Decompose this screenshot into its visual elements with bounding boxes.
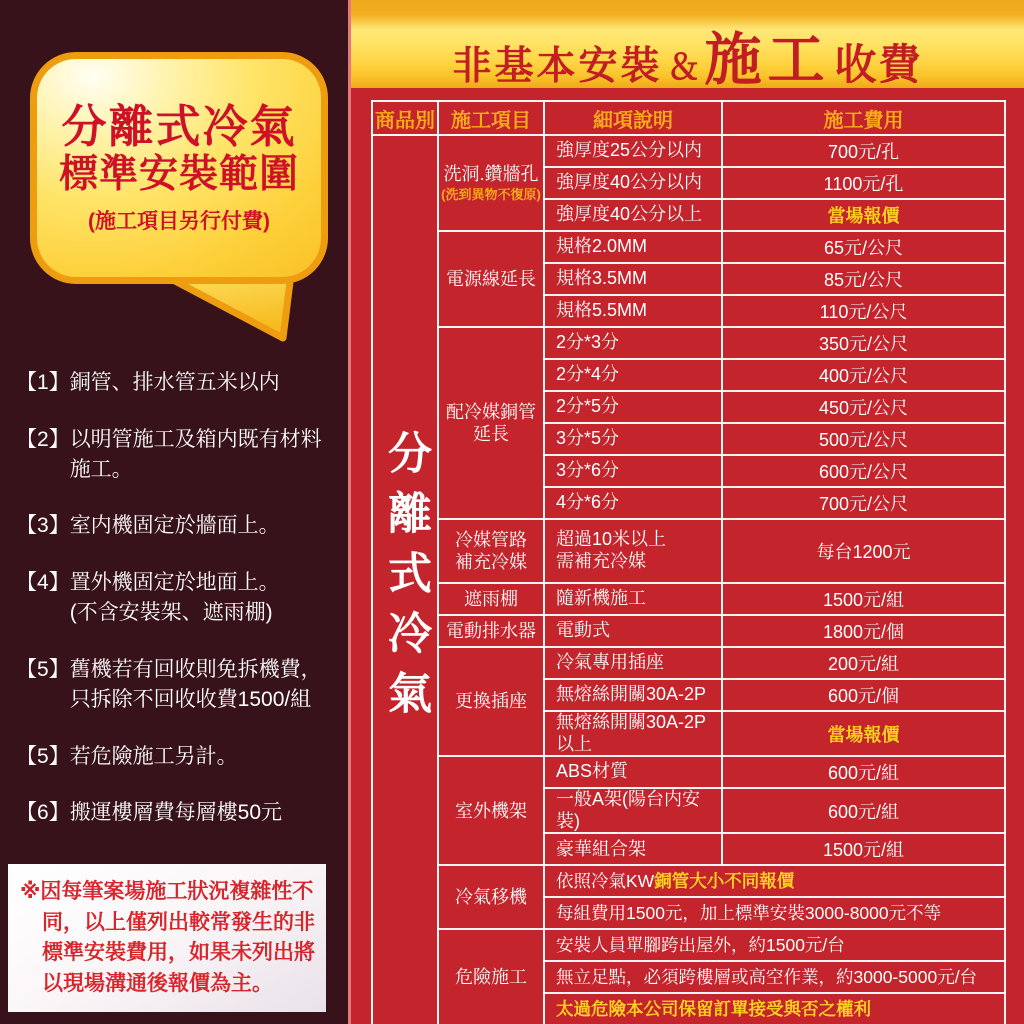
detail-cell bbox=[544, 865, 1005, 897]
table-row bbox=[372, 327, 1005, 359]
bubble-subtitle: (施工項目另行付費) bbox=[88, 210, 270, 234]
table-row bbox=[372, 135, 1005, 167]
column-header: 商品別 bbox=[372, 101, 438, 135]
detail-cell: 豪華組合架 bbox=[544, 833, 722, 865]
left-panel bbox=[0, 0, 348, 1024]
list-item-text: 舊機若有回收則免拆機費， 只拆除不回收收費1500/組 bbox=[69, 657, 322, 711]
fee-cell: 1500元/組 bbox=[722, 833, 1005, 865]
work-item-subnote: (洗到異物不復原) bbox=[441, 186, 541, 202]
detail-cell: 2分*5分 bbox=[544, 391, 722, 423]
detail-cell: 強厚度40公分以内 bbox=[544, 167, 722, 199]
detail-cell: 安裝人員單腳跨出屋外，約1500元/台 bbox=[544, 929, 1005, 961]
detail-cell: 一般A架(陽台内安裝) bbox=[544, 788, 722, 833]
detail-cell: 冷氣專用插座 bbox=[544, 647, 722, 679]
table-header-row bbox=[372, 101, 1005, 135]
detail-cell: 太過危險本公司保留訂單接受與否之權利 bbox=[544, 993, 1005, 1024]
list-item-number: 【3】 bbox=[16, 514, 70, 538]
list-item-text: 銅管、排水管五米以内 bbox=[69, 371, 280, 394]
work-item-cell: 電源線延長 bbox=[438, 231, 544, 327]
fee-cell: 450元/公尺 bbox=[722, 391, 1005, 423]
speech-bubble bbox=[30, 52, 328, 284]
fee-cell: 400元/公尺 bbox=[722, 359, 1005, 391]
table-row bbox=[372, 519, 1005, 583]
detail-cell: 強厚度25公分以内 bbox=[544, 135, 722, 167]
work-item-cell: 冷媒管路 補充冷媒 bbox=[438, 519, 544, 583]
detail-cell: 無熔絲開關30A-2P以上 bbox=[544, 711, 722, 756]
right-panel bbox=[348, 0, 1024, 1024]
detail-cell: 強厚度40公分以上 bbox=[544, 199, 722, 231]
list-item-text: 若危險施工另計。 bbox=[69, 744, 238, 768]
fee-cell: 600元/組 bbox=[722, 756, 1005, 788]
detail-cell: 規格5.5MM bbox=[544, 295, 722, 327]
table-row bbox=[372, 583, 1005, 615]
table-row bbox=[372, 647, 1005, 679]
detail-cell: 規格2.0MM bbox=[544, 231, 722, 263]
banner bbox=[351, 0, 1024, 92]
table-row bbox=[372, 756, 1005, 788]
column-header: 細項說明 bbox=[544, 101, 722, 135]
column-header: 施工費用 bbox=[722, 101, 1005, 135]
work-item-cell: 洗洞.鑽牆孔 (洗到異物不復原) bbox=[438, 135, 544, 231]
list-item-text: 以明管施工及箱内既有材料 施工。 bbox=[69, 427, 322, 481]
list-item bbox=[16, 798, 340, 828]
list-item-number: 【5】 bbox=[16, 657, 70, 681]
detail-cell: 超過10米以上 需補充冷媒 bbox=[544, 519, 722, 583]
work-item-cell: 配冷媒銅管 延長 bbox=[438, 327, 544, 519]
fee-cell: 1500元/組 bbox=[722, 583, 1005, 615]
detail-cell: 隨新機施工 bbox=[544, 583, 722, 615]
list-item bbox=[16, 425, 340, 485]
speech-bubble-area bbox=[0, 0, 348, 350]
table-row bbox=[372, 929, 1005, 961]
fee-cell: 1800元/個 bbox=[722, 615, 1005, 647]
work-item-cell: 冷氣移機 bbox=[438, 865, 544, 929]
banner-ampersand: ＆ bbox=[666, 49, 701, 87]
list-item-number: 【2】 bbox=[16, 427, 70, 451]
list-item-number: 【1】 bbox=[16, 371, 70, 394]
fee-cell: 500元/公尺 bbox=[722, 423, 1005, 455]
product-name-vertical: 分離式冷氣 bbox=[381, 430, 430, 731]
detail-cell: 規格3.5MM bbox=[544, 263, 722, 295]
list-item bbox=[16, 511, 340, 541]
detail-cell: 電動式 bbox=[544, 615, 722, 647]
list-item-text: 置外機固定於地面上。 (不含安裝架、遮雨棚) bbox=[69, 571, 280, 625]
list-item-text: 搬運樓層費每層樓50元 bbox=[69, 801, 283, 825]
detail-cell: 3分*6分 bbox=[544, 455, 722, 487]
list-item-number: 【4】 bbox=[16, 571, 70, 595]
detail-highlight-text: 銅管大小不同報價 bbox=[654, 870, 795, 891]
list-item bbox=[16, 568, 340, 628]
detail-cell: 2分*3分 bbox=[544, 327, 722, 359]
work-item-cell: 電動排水器 bbox=[438, 615, 544, 647]
fee-cell: 600元/公尺 bbox=[722, 455, 1005, 487]
installation-fee-table bbox=[371, 100, 1006, 1024]
table-row bbox=[372, 615, 1005, 647]
list-item-number: 【5】 bbox=[16, 744, 70, 768]
banner-text-part1: 非基本安裝 bbox=[452, 45, 663, 88]
fee-cell: 65元/公尺 bbox=[722, 231, 1005, 263]
detail-cell: 4分*6分 bbox=[544, 487, 722, 519]
work-item-cell: 室外機架 bbox=[438, 756, 544, 865]
list-item bbox=[16, 368, 340, 398]
fee-cell: 350元/公尺 bbox=[722, 327, 1005, 359]
fee-cell: 當場報價 bbox=[722, 199, 1005, 231]
disclaimer-note-text: ※因每筆案場施工狀況複雜性不同，以上僅列出較常發生的非標準安裝費用，如果未列出將以現場溝通後報價為主。 bbox=[20, 880, 315, 995]
bubble-title-line1: 分離式冷氣 bbox=[61, 100, 297, 152]
fee-cell: 每台1200元 bbox=[722, 519, 1005, 583]
fee-cell: 1100元/孔 bbox=[722, 167, 1005, 199]
fee-cell: 85元/公尺 bbox=[722, 263, 1005, 295]
fee-cell: 110元/公尺 bbox=[722, 295, 1005, 327]
detail-cell: 無立足點，必須跨樓層或高空作業，約3000-5000元/台 bbox=[544, 961, 1005, 993]
fee-table-zone bbox=[351, 88, 1024, 1024]
list-item bbox=[16, 742, 340, 772]
disclaimer-note-box bbox=[8, 864, 326, 1012]
work-item-cell: 遮雨棚 bbox=[438, 583, 544, 615]
list-item-text: 室内機固定於牆面上。 bbox=[69, 514, 280, 538]
fee-cell: 600元/組 bbox=[722, 788, 1005, 833]
detail-cell: 2分*4分 bbox=[544, 359, 722, 391]
banner-text-part2: 施工 bbox=[704, 28, 831, 92]
detail-cell: 無熔絲開關30A-2P bbox=[544, 679, 722, 711]
bubble-title-line2: 標準安裝範圍 bbox=[58, 153, 299, 197]
fee-cell: 600元/個 bbox=[722, 679, 1005, 711]
list-item-number: 【6】 bbox=[16, 801, 70, 825]
list-item bbox=[16, 655, 340, 715]
work-item-cell: 更換插座 bbox=[438, 647, 544, 756]
table-row bbox=[372, 865, 1005, 897]
fee-cell: 700元/孔 bbox=[722, 135, 1005, 167]
fee-cell: 200元/組 bbox=[722, 647, 1005, 679]
detail-cell: 每組費用1500元，加上標準安裝3000-8000元不等 bbox=[544, 897, 1005, 929]
detail-text: 依照冷氣KW bbox=[556, 870, 655, 891]
fee-cell: 當場報價 bbox=[722, 711, 1005, 756]
detail-cell: 3分*5分 bbox=[544, 423, 722, 455]
column-header: 施工項目 bbox=[438, 101, 544, 135]
table-row bbox=[372, 231, 1005, 263]
banner-text-part3: 收費 bbox=[834, 41, 923, 88]
fee-cell: 700元/公尺 bbox=[722, 487, 1005, 519]
product-cell bbox=[372, 135, 438, 1024]
standard-install-list bbox=[0, 350, 348, 828]
work-item-cell: 危險施工 bbox=[438, 929, 544, 1024]
detail-cell: ABS材質 bbox=[544, 756, 722, 788]
